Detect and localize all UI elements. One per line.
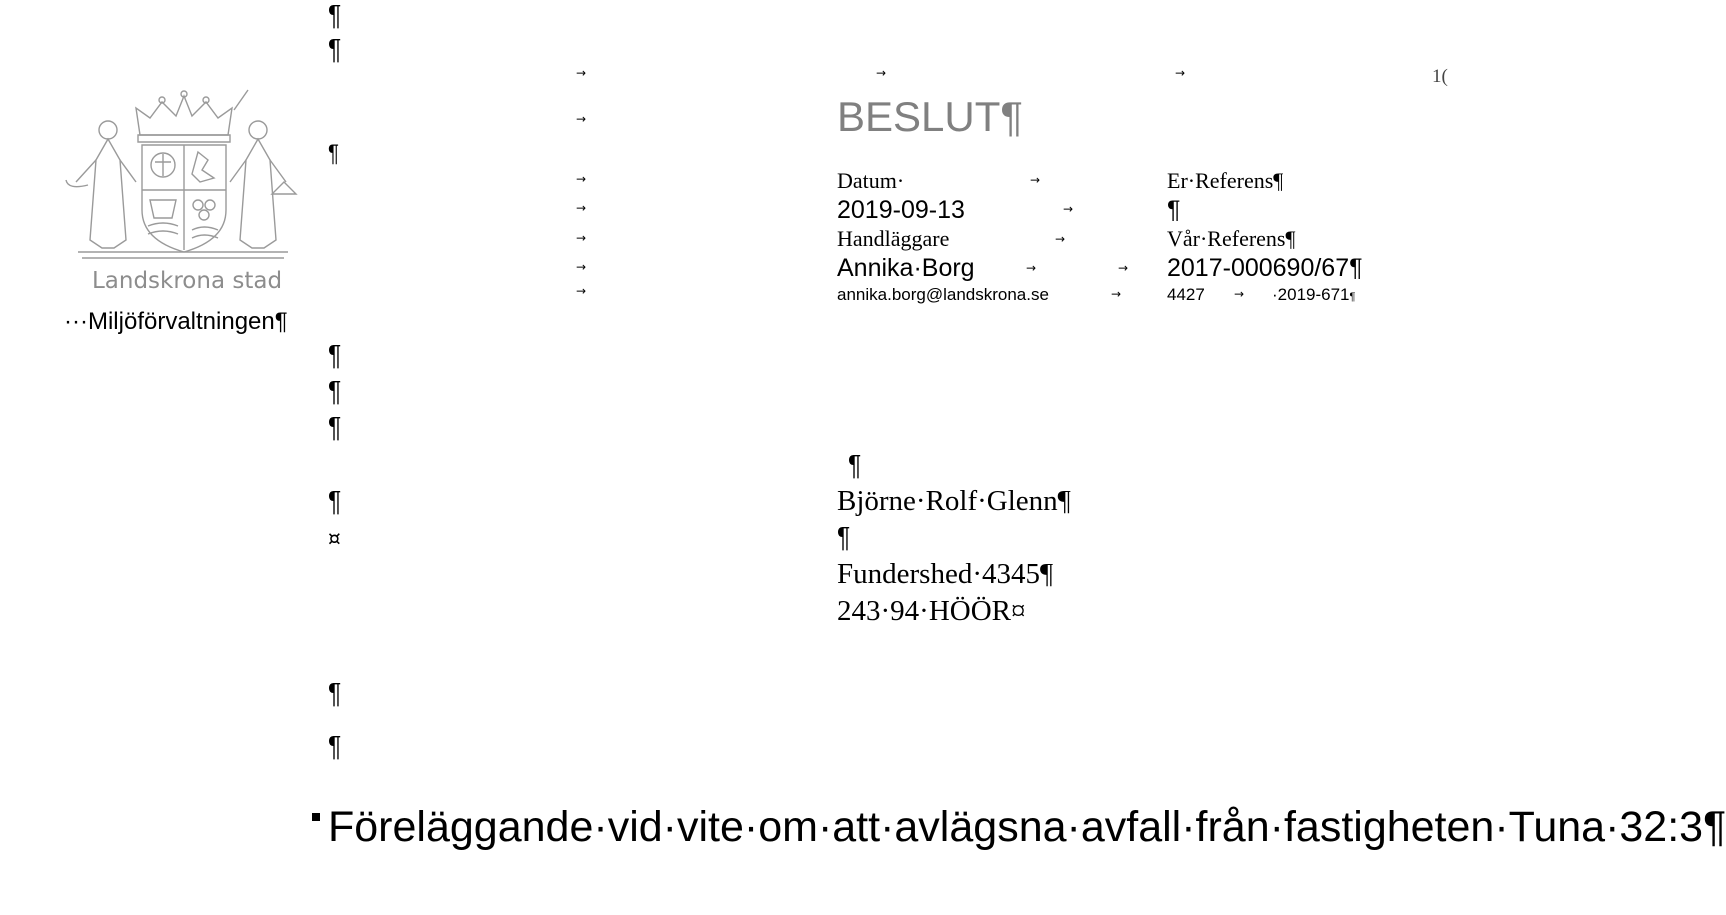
tab-arrow: → <box>576 172 587 186</box>
tab-arrow: → <box>576 112 587 126</box>
recipient-city: 243·94·HÖÖR¤ <box>837 595 1026 627</box>
paragraph-mark: ¶ <box>328 140 339 167</box>
paragraph-mark: ¶ <box>328 678 342 710</box>
recipient-line2: ¶ <box>837 522 851 554</box>
our-reference-label: Vår·Referens¶ <box>1167 226 1296 251</box>
department-name: ···Miljöförvaltningen¶ <box>64 308 288 335</box>
logo-wordmark: Landskrona stad <box>91 268 283 294</box>
tab-arrow: → <box>576 201 587 215</box>
recipient-street: Fundershed·4345¶ <box>837 558 1054 590</box>
paragraph-mark: ¶ <box>328 340 342 372</box>
your-reference-label: Er·Referens¶ <box>1167 168 1284 193</box>
heading-bullet <box>312 813 320 821</box>
tab-arrow: → <box>1234 287 1245 301</box>
paragraph-mark: ¶ <box>328 731 342 763</box>
tab-arrow: → <box>576 284 587 298</box>
tab-arrow: → <box>1118 261 1129 275</box>
tab-arrow: → <box>1111 287 1122 301</box>
paragraph-mark: ¶ <box>328 412 342 444</box>
paragraph-mark: ¶ <box>328 34 342 66</box>
tab-arrow: → <box>576 260 587 274</box>
tab-arrow: → <box>876 66 887 80</box>
handler-name: Annika·Borg <box>837 254 975 282</box>
tab-arrow: → <box>1063 202 1074 216</box>
paragraph-mark: ¶ <box>328 486 342 518</box>
tab-arrow: → <box>1030 173 1041 187</box>
subject-heading: Föreläggande·vid·vite·om·att·avlägsna·avfall·från·fastigheten·Tuna·32:3¶ <box>328 803 1726 851</box>
tab-arrow: → <box>576 231 587 245</box>
our-reference-code: 4427 <box>1167 285 1205 304</box>
recipient-name: Björne·Rolf·Glenn¶ <box>837 485 1071 517</box>
our-reference-value: 2017-000690/67¶ <box>1167 254 1363 282</box>
our-reference-extra: ·2019-671¶ <box>1272 285 1356 304</box>
date-value: 2019-09-13 <box>837 196 965 224</box>
paragraph-mark: ¶ <box>328 376 342 408</box>
document-type-title: BESLUT¶ <box>837 93 1023 140</box>
tab-arrow: → <box>1055 232 1066 246</box>
paragraph-mark: ¶ <box>328 0 342 32</box>
tab-arrow: → <box>1175 66 1186 80</box>
handler-email: annika.borg@landskrona.se <box>837 285 1049 304</box>
your-reference-value: ¶ <box>1167 196 1181 224</box>
date-label: Datum· <box>837 168 905 193</box>
end-of-cell-mark: ¤ <box>328 526 341 550</box>
page-number: 1( <box>1432 66 1448 87</box>
handler-label: Handläggare <box>837 226 950 251</box>
tab-arrow: → <box>1026 261 1037 275</box>
tab-arrow: → <box>576 66 587 80</box>
paragraph-mark: ¶ <box>848 450 862 482</box>
